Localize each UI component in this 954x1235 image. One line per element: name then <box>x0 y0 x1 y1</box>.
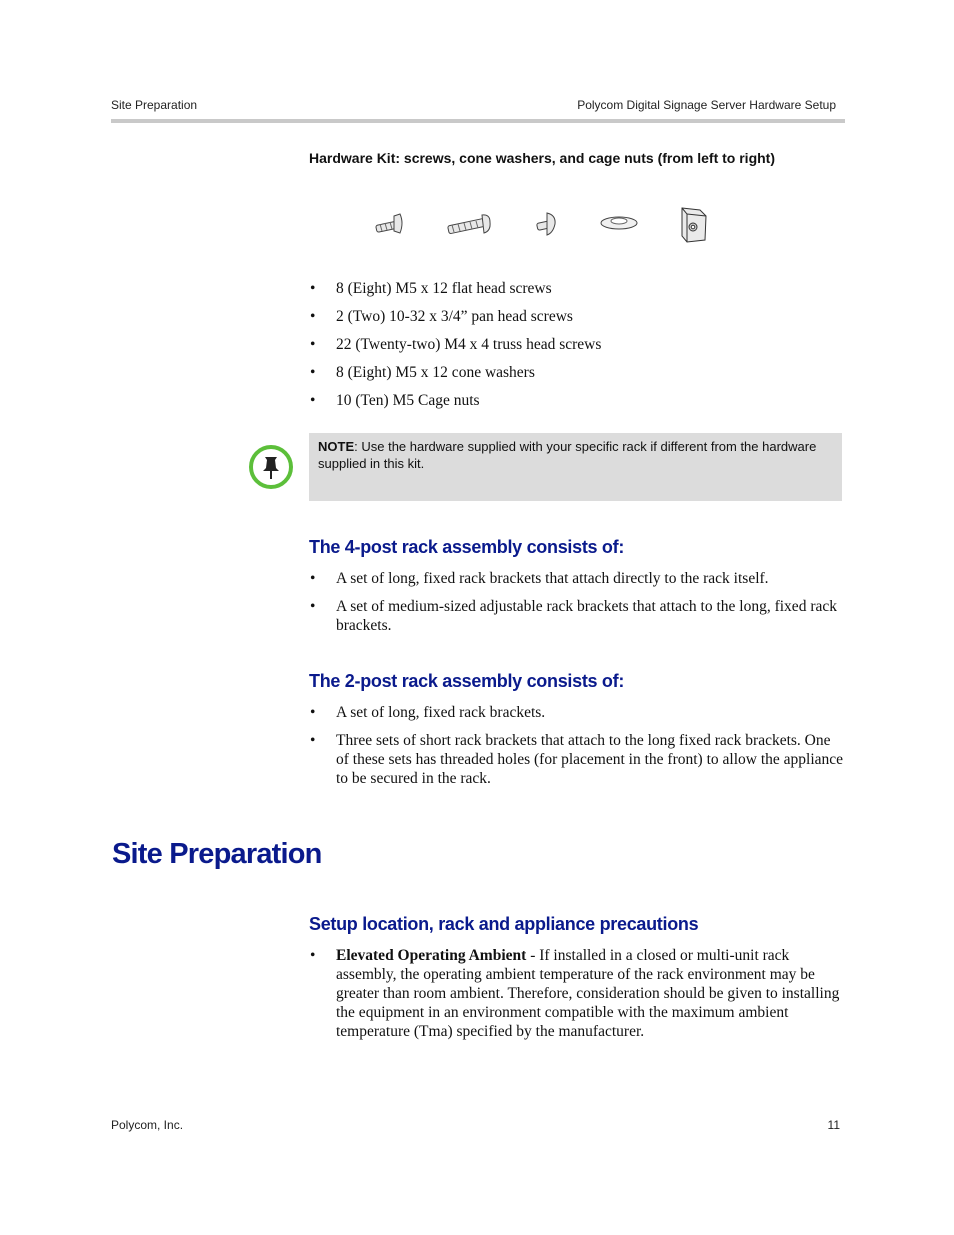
precautions-list <box>309 946 844 1041</box>
page-number: 11 <box>827 1118 840 1132</box>
note-label: NOTE <box>318 439 355 454</box>
two-post-heading: The 2-post rack assembly consists of: <box>309 671 625 691</box>
list-item: • A set of medium-sized adjustable rack brackets that attach to the long, fixed rack brackets. <box>309 597 844 635</box>
footer-company: Polycom, Inc. <box>111 1118 184 1132</box>
hardware-kit-illustration <box>360 200 730 250</box>
list-item <box>309 946 844 1041</box>
note-body: : Use the hardware supplied with your specific rack if different from the hardware supplied in this kit. <box>318 439 817 471</box>
precautions-heading: Setup location, rack and appliance precautions <box>309 914 699 934</box>
precaution-text: - If installed in a closed or multi-unit rack assembly, the operating ambient temperature of the rack environment may be greater than room ambient. Therefore, consideration should be given to installing the equipment in an environment compatible with the maximum ambient temperature (Tma) specified by the manufacturer. <box>336 947 840 1040</box>
list-item: • 2 (Two) 10-32 x 3/4” pan head screws <box>309 307 601 326</box>
hardware-list <box>309 279 601 410</box>
hardware-kit-caption: Hardware Kit: screws, cone washers, and cage nuts (from left to right) <box>309 150 775 166</box>
cage-nut-icon <box>682 208 706 242</box>
two-post-list <box>309 703 844 788</box>
precaution-title: Elevated Operating Ambient <box>336 947 527 964</box>
pushpin-icon <box>248 444 294 490</box>
truss-head-screw-icon <box>537 213 556 235</box>
pan-head-screw-icon <box>448 215 491 234</box>
header-divider <box>111 119 845 123</box>
four-post-list <box>309 569 844 635</box>
list-item: • 22 (Twenty-two) M4 x 4 truss head screws <box>309 335 601 354</box>
cone-washer-icon <box>601 217 637 229</box>
note-box <box>309 433 842 501</box>
four-post-heading: The 4-post rack assembly consists of: <box>309 537 625 557</box>
list-item: • A set of long, fixed rack brackets that attach directly to the rack itself. <box>309 569 844 588</box>
note-text <box>318 438 823 472</box>
section-title: Site Preparation <box>112 838 322 870</box>
list-item: • 8 (Eight) M5 x 12 flat head screws <box>309 279 601 298</box>
list-item: • A set of long, fixed rack brackets. <box>309 703 844 722</box>
list-item: • 8 (Eight) M5 x 12 cone washers <box>309 363 601 382</box>
list-item: • Three sets of short rack brackets that attach to the long fixed rack brackets. One of these sets has threaded holes (for placement in the front) to allow the appliance to be secured in the rack. <box>309 731 844 788</box>
header-section-title: Site Preparation <box>111 98 198 112</box>
list-item: • 10 (Ten) M5 Cage nuts <box>309 391 601 410</box>
header-document-title: Polycom Digital Signage Server Hardware Setup <box>577 98 836 112</box>
flat-head-screw-icon <box>376 214 402 233</box>
